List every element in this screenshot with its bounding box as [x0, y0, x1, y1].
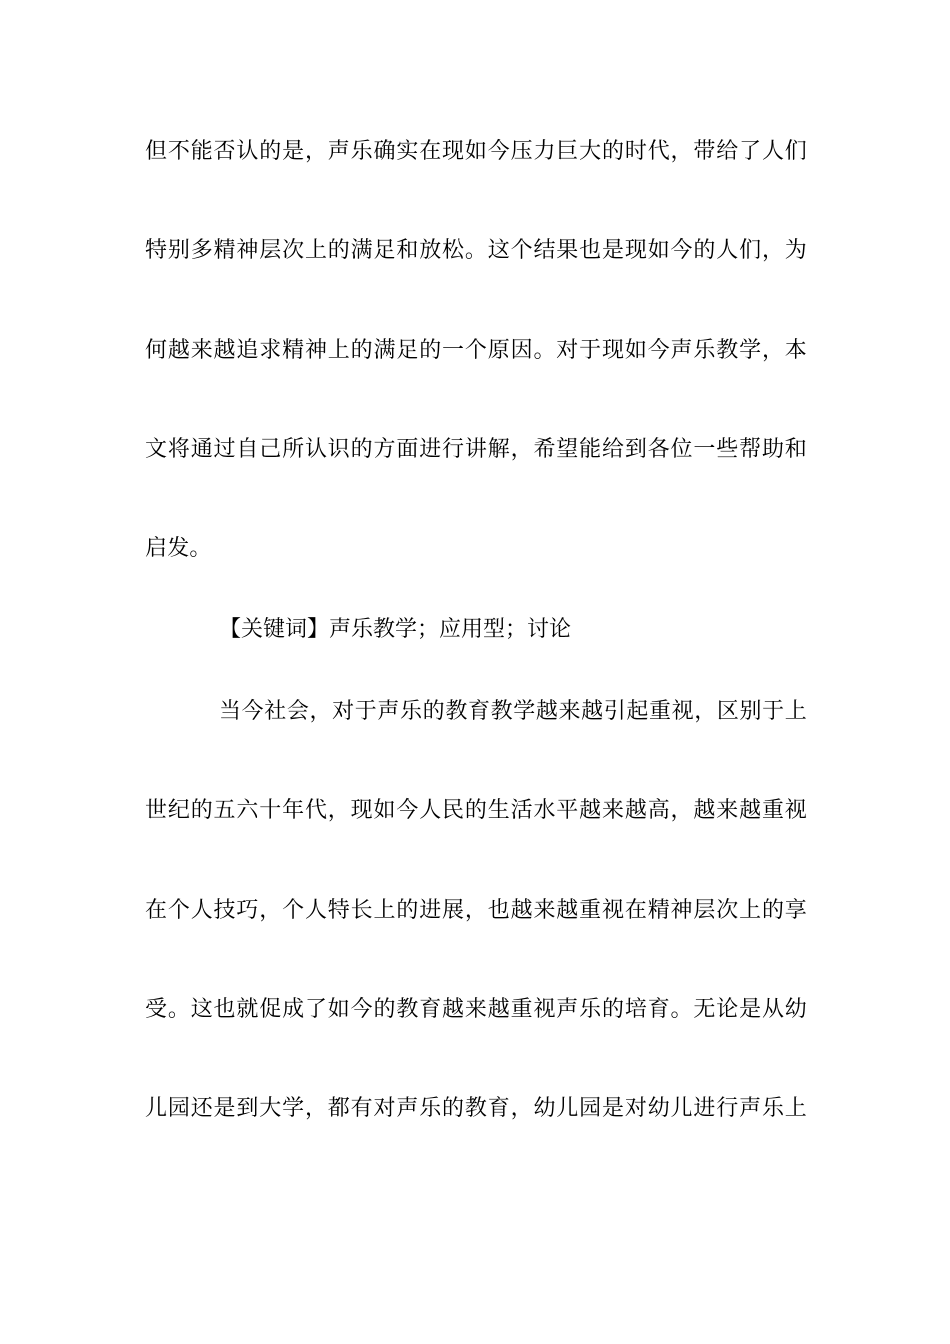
paragraph-1-line-4: 文将通过自己所认识的方面进行讲解，希望能给到各位一些帮助和	[145, 437, 807, 462]
paragraph-2-line-3: 在个人技巧，个人特长上的进展，也越来越重视在精神层次上的享	[145, 898, 807, 923]
paragraph-1-line-2: 特别多精神层次上的满足和放松。这个结果也是现如今的人们，为	[145, 238, 807, 263]
paragraph-1-line-5: 启发。	[145, 536, 212, 561]
paragraph-1-line-3: 何越来越追求精神上的满足的一个原因。对于现如今声乐教学，本	[145, 338, 807, 363]
keywords-label: 【关键词】	[219, 617, 330, 642]
keywords-value: 声乐教学；应用型；讨论	[329, 617, 572, 642]
paragraph-2-line-5: 儿园还是到大学，都有对声乐的教育，幼儿园是对幼儿进行声乐上	[145, 1096, 807, 1121]
paragraph-2-line-1: 当今社会，对于声乐的教育教学越来越引起重视，区别于上	[219, 699, 807, 724]
keywords-line	[219, 615, 571, 645]
paragraph-1-line-1: 但不能否认的是，声乐确实在现如今压力巨大的时代，带给了人们	[145, 139, 807, 164]
paragraph-2-line-4: 受。这也就促成了如今的教育越来越重视声乐的培育。无论是从幼	[145, 997, 807, 1022]
paragraph-2-line-2: 世纪的五六十年代，现如今人民的生活水平越来越高，越来越重视	[145, 798, 807, 823]
